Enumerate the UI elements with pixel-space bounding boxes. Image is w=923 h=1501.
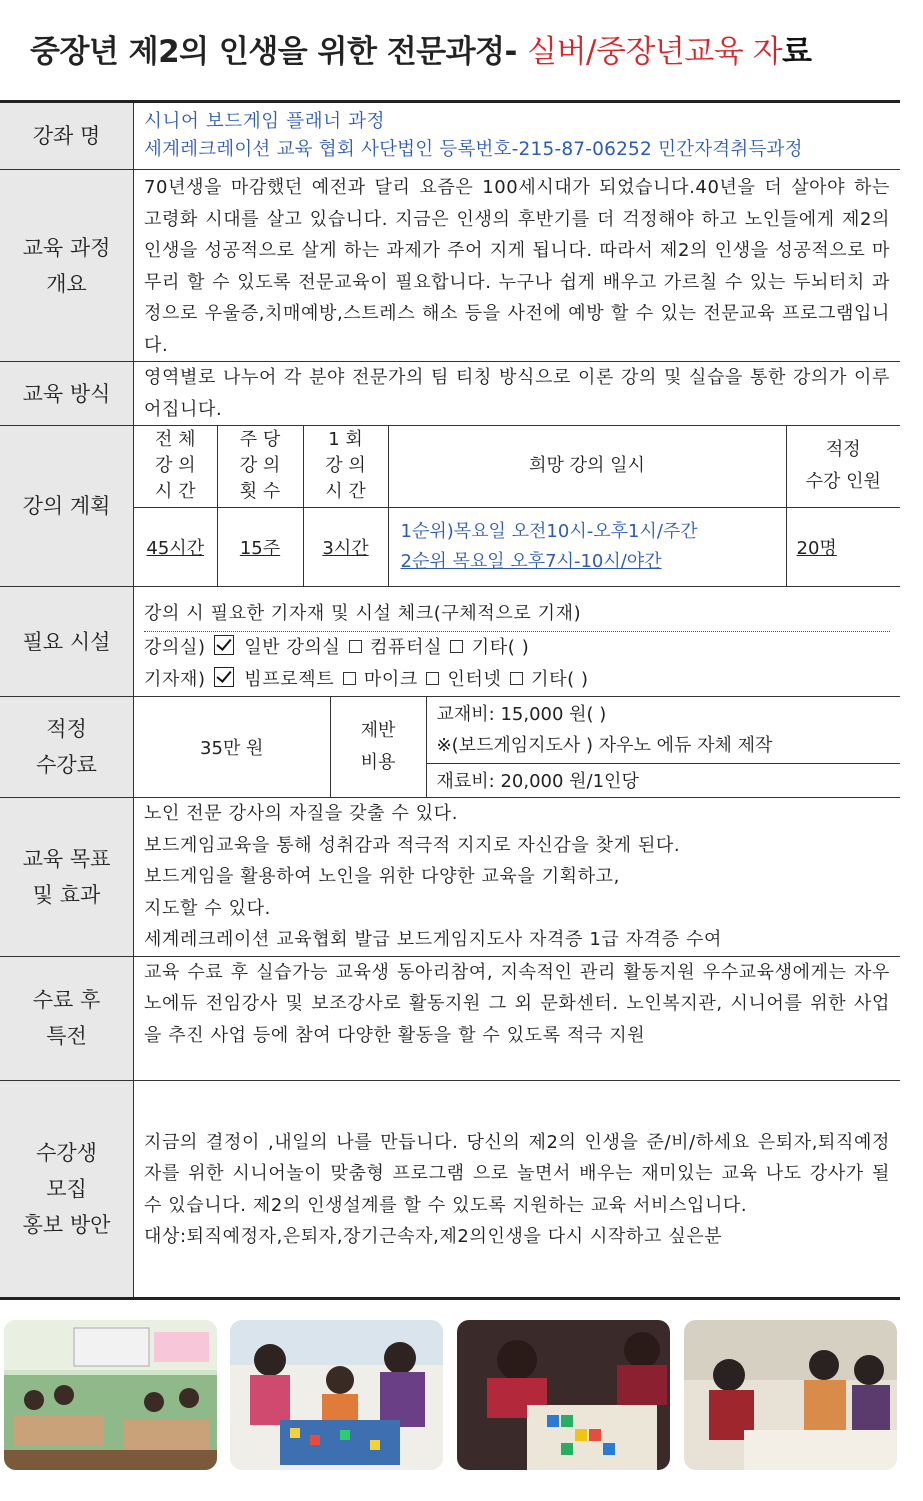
checkbox-icon[interactable] xyxy=(343,672,356,685)
page-title: 중장년 제2의 인생을 위한 전문과정- 실버/중장년교육 자료 xyxy=(30,34,812,70)
label-facility: 필요 시설 xyxy=(0,587,134,697)
goal-line: 세계레크레이션 교육협회 발급 보드게임지도사 자격증 1급 자격증 수여 xyxy=(144,929,722,950)
promo-target: 대상:퇴직예정자,은퇴자,장기근속자,제2의인생을 다시 시작하고 싶은분 xyxy=(144,1226,723,1247)
goal-line: 보드게임교육을 통해 성취감과 적극적 지지로 자신감을 찾게 된다. xyxy=(144,834,681,856)
fee-table xyxy=(134,697,900,797)
course-registration: 세계레크레이션 교육 협회 사단법인 등록번호-215-87-06252 민간자격취득과정 xyxy=(144,139,803,160)
label-misc-cost: 제반 비용 xyxy=(330,697,426,797)
plan-capacity: 20명 xyxy=(786,507,900,586)
course-name: 시니어 보드게임 플래너 과정 xyxy=(144,111,386,132)
plan-header-capacity: 적정 수강 인원 xyxy=(786,426,900,507)
facility-equipment-options: 기자재) 빔프로젝트 마이크 인터넷 기타( ) xyxy=(144,669,589,690)
label-benefit: 수료 후 특전 xyxy=(0,956,134,1080)
fee-amount: 35만 원 xyxy=(134,697,330,797)
promo-text: 지금의 결정이 ,내일의 나를 만듭니다. 당신의 제2의 인생을 준/비/하세요 은퇴자,퇴직예정자를 위한 시니어놀이 맞춤형 프로그램 으로 놀면서 배우는 재미있는 교육 나도 강사가 될 수 있습니다. 제2의 인생설계를 할 수 있도록 지원하는 교육 서비스입니다. xyxy=(144,1131,890,1216)
label-plan: 강의 계획 xyxy=(0,426,134,587)
goal-line: 보드게임을 활용하여 노인을 위한 다양한 교육을 기획하고, xyxy=(144,866,620,887)
checked-box-icon[interactable] xyxy=(214,667,234,687)
checkbox-icon[interactable] xyxy=(426,672,439,685)
group-class-photo xyxy=(684,1320,897,1470)
overview-text: 70년생을 마감했던 예전과 달리 요즘은 100세시대가 되었습니다.40년을 더 살아야 하는 고령화 시대를 살고 있습니다. 지금은 인생의 후반기를 더 걱정해야 하고 노인들에게 제2의 인생을 성공적으로 살게 하는 과제가 주어 지게 됩니다. 따라서 제2의 인생을 성공적으로 마무리 할 수 있도록 전문교육이 필요합니다. 누구나 쉽게 배우고 가르칠 수 있는 두뇌터치 과정으로 우울증,치매예방,스트레스 해소 등을 사전에 예방 할 수 있는 전문교육 프로그램입니다. xyxy=(134,170,901,362)
label-method: 교육 방식 xyxy=(0,362,134,426)
plan-header-weekly: 주 당 강 의 횟 수 xyxy=(217,426,303,507)
plan-header-schedule: 희망 강의 일시 xyxy=(388,426,786,507)
plan-schedule: 1순위)목요일 오전10시-오후1시/주간 2순위 목요일 오후7시-10시/야간 xyxy=(388,507,786,586)
label-goal: 교육 목표 및 효과 xyxy=(0,798,134,957)
benefit-text: 교육 수료 후 실습가능 교육생 동아리참여, 지속적인 관리 활동지원 우수교육생에게는 자우노에듀 전임강사 및 보조강사로 활동지원 그 외 문화센터. 노인복지관, 시니어를 위한 사업을 추진 사업 등에 참여 다양한 활동을 할 수 있도록 적극 지원 xyxy=(134,956,901,1080)
checkbox-icon[interactable] xyxy=(510,672,523,685)
plan-session-hours: 3시간 xyxy=(303,507,388,586)
plan-total-hours: 45시간 xyxy=(134,507,217,586)
fee-book: 교재비: 15,000 원( ) ※(보드게임지도사 ) 자우노 에듀 자체 제작 xyxy=(426,697,900,763)
facility-note: 강의 시 필요한 기자재 및 시설 체크(구체적으로 기재) xyxy=(144,597,890,632)
fee-material: 재료비: 20,000 원/1인당 xyxy=(426,763,900,797)
checked-box-icon[interactable] xyxy=(214,635,234,655)
tile-game-photo xyxy=(457,1320,670,1470)
plan-header-total: 전 체 강 의 시 간 xyxy=(134,426,217,507)
classroom-photo xyxy=(4,1320,217,1470)
plan-header-session: 1 회 강 의 시 간 xyxy=(303,426,388,507)
goal-line: 노인 전문 강사의 자질을 갖출 수 있다. xyxy=(144,803,459,824)
goal-line: 지도할 수 있다. xyxy=(144,897,271,919)
facility-room-options: 강의실) 일반 강의실 컴퓨터실 기타( ) xyxy=(144,637,530,658)
label-promo: 수강생 모집 홍보 방안 xyxy=(0,1080,134,1298)
checkbox-icon[interactable] xyxy=(450,640,463,653)
method-text: 영역별로 나누어 각 분야 전문가의 팀 티칭 방식으로 이론 강의 및 실습을 통한 강의가 이루어집니다. xyxy=(134,362,901,426)
checkbox-icon[interactable] xyxy=(349,640,362,653)
label-fee: 적정 수강료 xyxy=(0,697,134,798)
label-overview: 교육 과정 개요 xyxy=(0,170,134,362)
photo-strip xyxy=(0,1320,923,1470)
course-info-table xyxy=(0,100,900,1300)
board-game-photo xyxy=(230,1320,443,1470)
label-course-name: 강좌 명 xyxy=(0,102,134,170)
plan-weeks: 15주 xyxy=(217,507,303,586)
plan-table xyxy=(134,426,900,586)
